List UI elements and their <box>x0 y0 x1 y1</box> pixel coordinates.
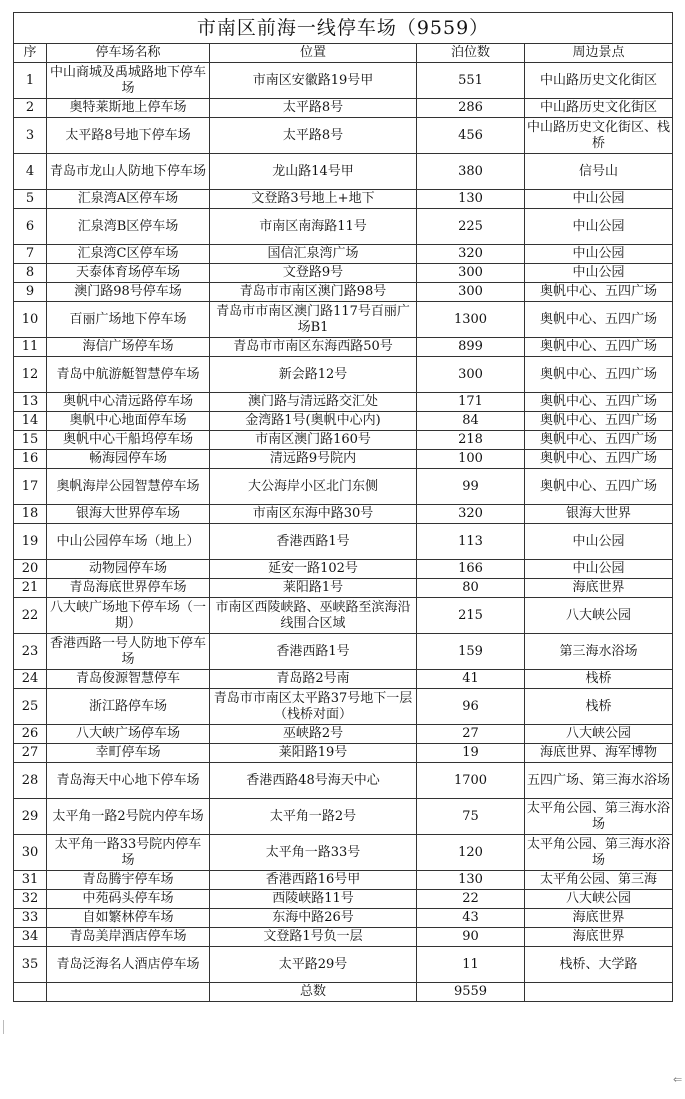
cell-location: 莱阳路1号 <box>210 579 417 598</box>
cell-name: 幸町停车场 <box>47 744 210 763</box>
cell-index: 22 <box>14 598 47 634</box>
cell-location: 大公海岸小区北门东侧 <box>210 469 417 505</box>
cell-name: 太平路8号地下停车场 <box>47 118 210 154</box>
cell-location: 巫峡路2号 <box>210 725 417 744</box>
cell-attractions: 奥帆中心、五四广场 <box>525 357 673 393</box>
table-row <box>14 928 673 947</box>
cell-name: 中苑码头停车场 <box>47 890 210 909</box>
cell-name: 天泰体育场停车场 <box>47 264 210 283</box>
parking-table-sheet <box>13 12 672 1002</box>
cell-attractions: 海底世界 <box>525 579 673 598</box>
cell-attractions: 中山公园 <box>525 245 673 264</box>
table-row <box>14 505 673 524</box>
cell-attractions: 信号山 <box>525 154 673 190</box>
cell-location: 清远路9号院内 <box>210 450 417 469</box>
cell-name: 青岛中航游艇智慧停车场 <box>47 357 210 393</box>
cell-location: 香港西路16号甲 <box>210 871 417 890</box>
cell-attractions: 栈桥、大学路 <box>525 947 673 983</box>
cell-index: 27 <box>14 744 47 763</box>
cell-location: 文登路3号地上+地下 <box>210 190 417 209</box>
header-name: 停车场名称 <box>47 44 210 63</box>
table-row <box>14 283 673 302</box>
cell-location: 金湾路1号(奥帆中心内) <box>210 412 417 431</box>
cell-index: 32 <box>14 890 47 909</box>
cell-index: 8 <box>14 264 47 283</box>
table-row <box>14 357 673 393</box>
cell-attractions: 太平角公园、第三海水浴场 <box>525 835 673 871</box>
cell-spaces: 215 <box>417 598 525 634</box>
cell-spaces: 84 <box>417 412 525 431</box>
cell-spaces: 300 <box>417 357 525 393</box>
cell-name: 香港西路一号人防地下停车场 <box>47 634 210 670</box>
cell-attractions: 中山公园 <box>525 560 673 579</box>
cell-spaces: 80 <box>417 579 525 598</box>
cell-attractions: 太平角公园、第三海 <box>525 871 673 890</box>
cell-location: 市南区东海中路30号 <box>210 505 417 524</box>
table-row <box>14 469 673 505</box>
table-row <box>14 670 673 689</box>
cell-name: 汇泉湾C区停车场 <box>47 245 210 264</box>
cell-attractions: 奥帆中心、五四广场 <box>525 338 673 357</box>
total-row <box>14 983 673 1002</box>
cell-attractions: 中山路历史文化街区 <box>525 99 673 118</box>
cell-spaces: 22 <box>417 890 525 909</box>
cell-index: 35 <box>14 947 47 983</box>
cell-name: 奥特莱斯地上停车场 <box>47 99 210 118</box>
cell-attractions: 奥帆中心、五四广场 <box>525 469 673 505</box>
table-row <box>14 393 673 412</box>
cell-location: 青岛市市南区澳门路98号 <box>210 283 417 302</box>
cell-name: 青岛泛海名人酒店停车场 <box>47 947 210 983</box>
cell-attractions: 奥帆中心、五四广场 <box>525 450 673 469</box>
cell-attractions: 奥帆中心、五四广场 <box>525 302 673 338</box>
cell-spaces: 27 <box>417 725 525 744</box>
cell-name: 奥帆中心清远路停车场 <box>47 393 210 412</box>
cell-attractions: 八大峡公园 <box>525 598 673 634</box>
cell-spaces: 320 <box>417 245 525 264</box>
table-row <box>14 302 673 338</box>
table-row <box>14 560 673 579</box>
cell-index: 3 <box>14 118 47 154</box>
cell-spaces: 19 <box>417 744 525 763</box>
cell-location: 青岛市市南区澳门路117号百丽广场B1 <box>210 302 417 338</box>
cell-index: 25 <box>14 689 47 725</box>
table-row <box>14 835 673 871</box>
cell-location: 延安一路102号 <box>210 560 417 579</box>
cell-name: 汇泉湾B区停车场 <box>47 209 210 245</box>
cell-attractions: 中山路历史文化街区、栈桥 <box>525 118 673 154</box>
cell-spaces: 11 <box>417 947 525 983</box>
cell-location: 文登路1号负一层 <box>210 928 417 947</box>
table-row <box>14 689 673 725</box>
table-row <box>14 118 673 154</box>
cell-index: 26 <box>14 725 47 744</box>
cell-attractions: 银海大世界 <box>525 505 673 524</box>
cell-attractions: 奥帆中心、五四广场 <box>525 393 673 412</box>
cell-attractions: 海底世界、海军博物 <box>525 744 673 763</box>
table-row <box>14 154 673 190</box>
total-blank-cell <box>47 983 210 1002</box>
cell-spaces: 96 <box>417 689 525 725</box>
cell-spaces: 899 <box>417 338 525 357</box>
cell-location: 太平角一路2号 <box>210 799 417 835</box>
cell-location: 市南区南海路11号 <box>210 209 417 245</box>
cell-index: 1 <box>14 63 47 99</box>
cell-spaces: 113 <box>417 524 525 560</box>
table-row <box>14 890 673 909</box>
cell-index: 34 <box>14 928 47 947</box>
cell-name: 百丽广场地下停车场 <box>47 302 210 338</box>
cell-location: 新会路12号 <box>210 357 417 393</box>
cell-name: 中山公园停车场（地上） <box>47 524 210 560</box>
cell-name: 自如繁林停车场 <box>47 909 210 928</box>
cell-name: 八大峡广场地下停车场（一期） <box>47 598 210 634</box>
cell-attractions: 海底世界 <box>525 909 673 928</box>
table-row <box>14 245 673 264</box>
cell-location: 香港西路1号 <box>210 634 417 670</box>
cell-index: 6 <box>14 209 47 245</box>
cell-index: 28 <box>14 763 47 799</box>
table-row <box>14 524 673 560</box>
cell-location: 文登路9号 <box>210 264 417 283</box>
cell-location: 莱阳路19号 <box>210 744 417 763</box>
cell-index: 23 <box>14 634 47 670</box>
table-row <box>14 99 673 118</box>
table-row <box>14 634 673 670</box>
cell-location: 太平角一路33号 <box>210 835 417 871</box>
cell-location: 市南区澳门路160号 <box>210 431 417 450</box>
cell-location: 青岛市市南区东海西路50号 <box>210 338 417 357</box>
table-row <box>14 909 673 928</box>
cell-spaces: 300 <box>417 283 525 302</box>
cell-spaces: 1300 <box>417 302 525 338</box>
cell-spaces: 286 <box>417 99 525 118</box>
cell-index: 17 <box>14 469 47 505</box>
cell-spaces: 99 <box>417 469 525 505</box>
cell-attractions: 中山公园 <box>525 190 673 209</box>
margin-arrow-icon: ⇐ <box>673 1073 683 1086</box>
cell-index: 7 <box>14 245 47 264</box>
cell-spaces: 120 <box>417 835 525 871</box>
cell-spaces: 43 <box>417 909 525 928</box>
cell-name: 青岛海底世界停车场 <box>47 579 210 598</box>
cell-index: 33 <box>14 909 47 928</box>
cell-spaces: 320 <box>417 505 525 524</box>
total-label: 总数 <box>210 983 417 1002</box>
cell-spaces: 1700 <box>417 763 525 799</box>
header-index: 序 <box>14 44 47 63</box>
cell-index: 20 <box>14 560 47 579</box>
cell-attractions: 中山公园 <box>525 264 673 283</box>
cell-attractions: 八大峡公园 <box>525 725 673 744</box>
cell-location: 澳门路与清远路交汇处 <box>210 393 417 412</box>
cell-location: 香港西路48号海天中心 <box>210 763 417 799</box>
cell-name: 太平角一路33号院内停车场 <box>47 835 210 871</box>
cell-name: 青岛海天中心地下停车场 <box>47 763 210 799</box>
cell-location: 香港西路1号 <box>210 524 417 560</box>
cell-name: 奥帆中心地面停车场 <box>47 412 210 431</box>
margin-line <box>3 1020 10 1034</box>
cell-name: 太平角一路2号院内停车场 <box>47 799 210 835</box>
cell-location: 太平路8号 <box>210 99 417 118</box>
table-row <box>14 947 673 983</box>
cell-spaces: 551 <box>417 63 525 99</box>
cell-name: 浙江路停车场 <box>47 689 210 725</box>
table-row <box>14 412 673 431</box>
cell-spaces: 166 <box>417 560 525 579</box>
cell-attractions: 中山公园 <box>525 524 673 560</box>
cell-location: 青岛市市南区太平路37号地下一层（栈桥对面） <box>210 689 417 725</box>
cell-spaces: 171 <box>417 393 525 412</box>
header-spaces: 泊位数 <box>417 44 525 63</box>
table-row <box>14 190 673 209</box>
cell-spaces: 130 <box>417 190 525 209</box>
cell-index: 30 <box>14 835 47 871</box>
cell-location: 国信汇泉湾广场 <box>210 245 417 264</box>
cell-index: 14 <box>14 412 47 431</box>
cell-attractions: 奥帆中心、五四广场 <box>525 431 673 450</box>
cell-index: 16 <box>14 450 47 469</box>
table-row <box>14 725 673 744</box>
cell-attractions: 奥帆中心、五四广场 <box>525 283 673 302</box>
header-row <box>14 44 673 63</box>
cell-index: 21 <box>14 579 47 598</box>
cell-index: 12 <box>14 357 47 393</box>
cell-index: 15 <box>14 431 47 450</box>
table-row <box>14 264 673 283</box>
cell-location: 市南区安徽路19号甲 <box>210 63 417 99</box>
cell-spaces: 225 <box>417 209 525 245</box>
cell-index: 29 <box>14 799 47 835</box>
cell-attractions: 栈桥 <box>525 670 673 689</box>
cell-name: 汇泉湾A区停车场 <box>47 190 210 209</box>
cell-spaces: 300 <box>417 264 525 283</box>
total-blank-cell <box>525 983 673 1002</box>
cell-name: 奥帆中心干船坞停车场 <box>47 431 210 450</box>
cell-attractions: 八大峡公园 <box>525 890 673 909</box>
table-row <box>14 799 673 835</box>
cell-name: 青岛腾宇停车场 <box>47 871 210 890</box>
cell-name: 青岛俊源智慧停车 <box>47 670 210 689</box>
cell-attractions: 中山路历史文化街区 <box>525 63 673 99</box>
cell-location: 青岛路2号南 <box>210 670 417 689</box>
cell-attractions: 栈桥 <box>525 689 673 725</box>
table-body <box>14 63 673 983</box>
cell-name: 动物园停车场 <box>47 560 210 579</box>
cell-location: 市南区西陵峡路、巫峡路至滨海沿线围合区域 <box>210 598 417 634</box>
cell-index: 18 <box>14 505 47 524</box>
cell-name: 青岛市龙山人防地下停车场 <box>47 154 210 190</box>
table-row <box>14 338 673 357</box>
cell-index: 5 <box>14 190 47 209</box>
cell-attractions: 奥帆中心、五四广场 <box>525 412 673 431</box>
cell-index: 24 <box>14 670 47 689</box>
cell-attractions: 中山公园 <box>525 209 673 245</box>
table-row <box>14 431 673 450</box>
cell-index: 11 <box>14 338 47 357</box>
cell-spaces: 90 <box>417 928 525 947</box>
cell-name: 银海大世界停车场 <box>47 505 210 524</box>
table-row <box>14 763 673 799</box>
table-row <box>14 579 673 598</box>
total-blank-cell <box>14 983 47 1002</box>
cell-location: 西陵峡路11号 <box>210 890 417 909</box>
cell-attractions: 海底世界 <box>525 928 673 947</box>
table-title: 市南区前海一线停车场（9559） <box>14 13 673 44</box>
cell-attractions: 第三海水浴场 <box>525 634 673 670</box>
table-row <box>14 598 673 634</box>
cell-spaces: 218 <box>417 431 525 450</box>
cell-spaces: 41 <box>417 670 525 689</box>
cell-index: 19 <box>14 524 47 560</box>
cell-index: 9 <box>14 283 47 302</box>
cell-spaces: 159 <box>417 634 525 670</box>
cell-spaces: 75 <box>417 799 525 835</box>
cell-attractions: 太平角公园、第三海水浴场 <box>525 799 673 835</box>
cell-attractions: 五四广场、第三海水浴场 <box>525 763 673 799</box>
cell-index: 31 <box>14 871 47 890</box>
table-row <box>14 871 673 890</box>
cell-name: 澳门路98号停车场 <box>47 283 210 302</box>
table-row <box>14 450 673 469</box>
table-row <box>14 744 673 763</box>
cell-spaces: 380 <box>417 154 525 190</box>
cell-name: 奥帆海岸公园智慧停车场 <box>47 469 210 505</box>
cell-spaces: 100 <box>417 450 525 469</box>
cell-name: 中山商城及禹城路地下停车场 <box>47 63 210 99</box>
cell-spaces: 456 <box>417 118 525 154</box>
cell-location: 太平路8号 <box>210 118 417 154</box>
cell-name: 海信广场停车场 <box>47 338 210 357</box>
cell-spaces: 130 <box>417 871 525 890</box>
cell-location: 龙山路14号甲 <box>210 154 417 190</box>
cell-index: 4 <box>14 154 47 190</box>
cell-name: 青岛美岸酒店停车场 <box>47 928 210 947</box>
header-attractions: 周边景点 <box>525 44 673 63</box>
cell-index: 10 <box>14 302 47 338</box>
cell-name: 八大峡广场停车场 <box>47 725 210 744</box>
cell-index: 2 <box>14 99 47 118</box>
header-location: 位置 <box>210 44 417 63</box>
cell-name: 畅海园停车场 <box>47 450 210 469</box>
total-value: 9559 <box>417 983 525 1002</box>
cell-location: 太平路29号 <box>210 947 417 983</box>
cell-index: 13 <box>14 393 47 412</box>
table-row <box>14 209 673 245</box>
cell-location: 东海中路26号 <box>210 909 417 928</box>
parking-lot-table <box>13 12 673 1002</box>
table-row <box>14 63 673 99</box>
